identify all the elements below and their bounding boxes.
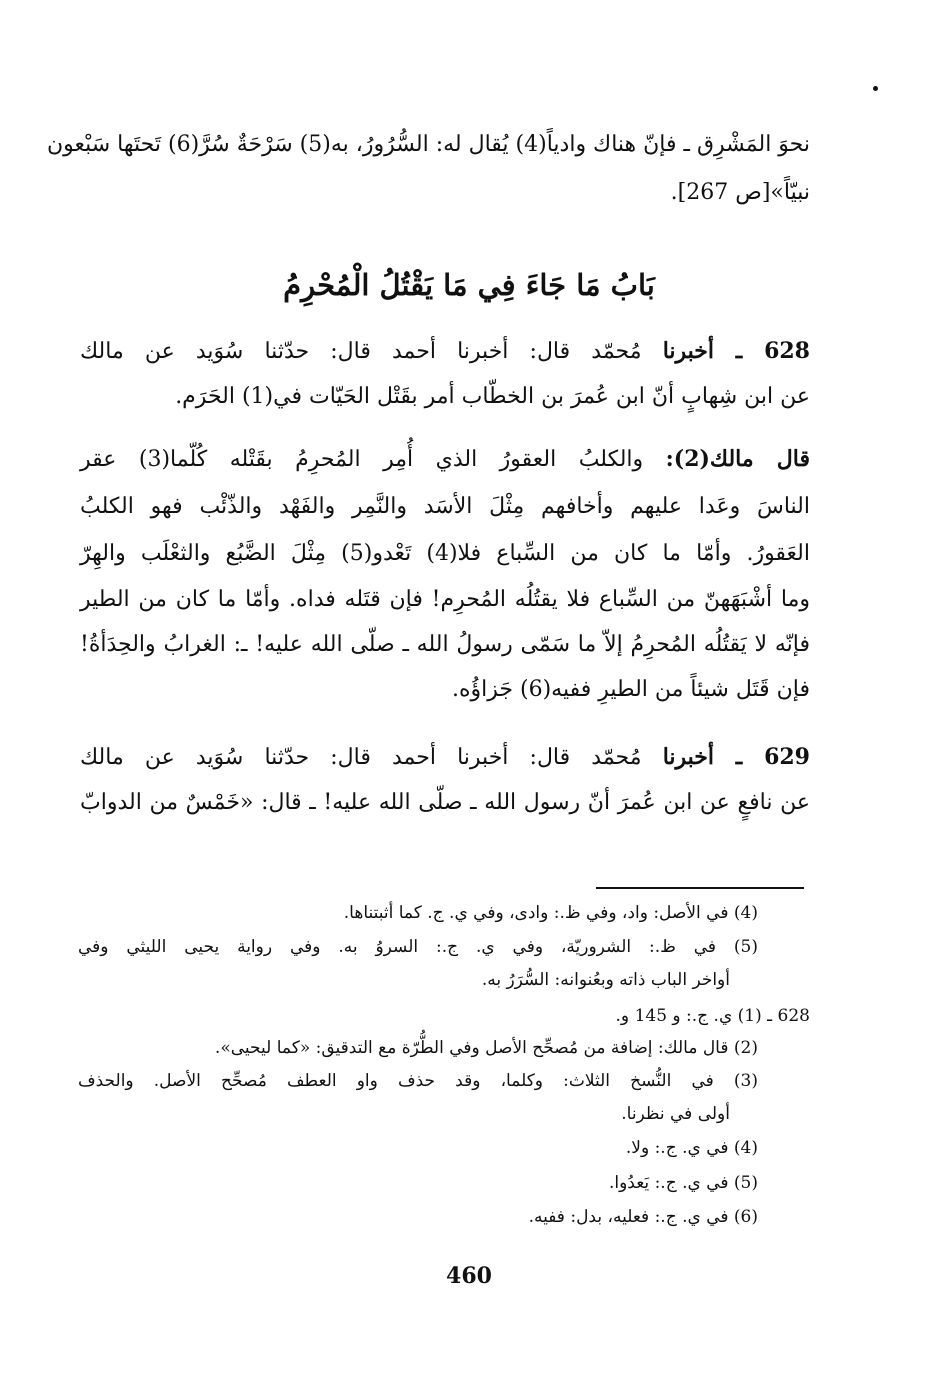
- footnote-628-1: 628 ـ (1) ي. ج.: و 145 و.: [615, 1006, 810, 1026]
- malik-line-1-text: والكلبُ العقورُ الذي أُمِر المُحرِمُ بقَتْله كُلّما(3) عقر: [80, 447, 644, 472]
- footnote-5-line-1: (5) في ظ.: الشروريّة، وفي ي. ج.: السروُ به. وفي رواية يحيى الليثي وفي: [78, 937, 758, 957]
- hadith-629-line-1: [80, 744, 810, 770]
- hadith-628-line-2: عن ابن شِهابٍ أنّ ابن عُمرَ بن الخطّاب أمر بقَتْل الحَيّات في(1) الحَرَم.: [175, 384, 810, 409]
- malik-paragraph-line-1: [80, 446, 810, 472]
- hadith-629-number: 629 ـ أخبرنا: [662, 744, 810, 770]
- hadith-628-number: 628 ـ أخبرنا: [662, 338, 810, 364]
- malik-lead: قال مالك(2):: [665, 446, 810, 472]
- malik-paragraph-line-3: العَقورُ. وأمّا ما كان من السِّباع فلا(4) تَعْدو(5) مِثْلَ الضَّبُع والثعْلَب والهِرّ: [80, 541, 810, 566]
- malik-paragraph-line-4: وما أشْبَهَهنّ من السِّباع فلا يقتُلُه المُحرِم! فإن قتَله فداه. وأمّا ما كان من الطير: [80, 587, 810, 612]
- malik-paragraph-line-5: فإنّه لا يَقتُلُه المُحرِمُ إلاّ ما سَمّى رسولُ الله ـ صلّى الله عليه! ـ: الغرابُ والحِدَأةُ!: [80, 632, 810, 657]
- footnote-6: (6) في ي. ج.: فعليه، بدل: ففيه.: [528, 1207, 758, 1227]
- top-paragraph-line-1: نحوَ المَشْرِق ـ فإنّ هناك وادياً(4) يُقال له: السُّرُورُ، به(5) سَرْحَةٌ سُرَّ(6) تَحتَها سَبْعون: [46, 132, 810, 157]
- footnote-separator: [596, 887, 804, 889]
- hadith-628-line-1-text: مُحمّد قال: أخبرنا أحمد قال: حدّثنا سُوَيد عن مالك: [80, 339, 642, 364]
- hadith-629-line-1-text: مُحمّد قال: أخبرنا أحمد قال: حدّثنا سُوَيد عن مالك: [80, 745, 642, 770]
- top-paragraph-line-2: نبيّاً»[ص 267].: [670, 180, 810, 205]
- chapter-title: بَابُ مَا جَاءَ فِي مَا يَقْتُلُ الْمُحْرِمُ: [283, 268, 655, 302]
- hadith-628-line-1: [80, 338, 810, 364]
- footnote-5b: (5) في ي. ج.: يَعدُوا.: [608, 1173, 758, 1193]
- malik-paragraph-line-2: الناسَ وعَدا عليهم وأخافهم مِثْلَ الأسَد والنَّمِر والفَهْد والذّئْب فهو الكلبُ: [80, 494, 810, 519]
- footnote-4: (4) في الأصل: واد، وفي ظ.: وادى، وفي ي. ج. كما أثبتناها.: [343, 903, 758, 923]
- page-number: 460: [446, 1263, 492, 1289]
- page-mark-dot: [873, 86, 878, 91]
- malik-paragraph-line-6: فإن قَتَل شيئاً من الطيرِ ففيه(6) جَزاؤُه.: [452, 677, 810, 702]
- footnote-3-line-2: أولى في نظرنا.: [621, 1104, 730, 1124]
- footnote-3-line-1: (3) في النُّسخ الثلاث: وكلما، وقد حذف واو العطف مُصحِّح الأصل. والحذف: [78, 1071, 758, 1091]
- hadith-629-line-2: عن نافعٍ عن ابن عُمرَ أنّ رسول الله ـ صلّى الله عليه! ـ قال: «خَمْسٌ من الدوابّ: [80, 790, 810, 815]
- footnote-5-line-2: أواخر الباب ذاته وبعُنوانه: السُّرَرُ به.: [481, 970, 730, 990]
- footnote-2: (2) قال مالك: إضافة من مُصحِّح الأصل وفي الطُّرّة مع التدقيق: «كما ليحيى».: [214, 1038, 758, 1058]
- footnote-4b: (4) في ي. ج.: ولا.: [625, 1138, 758, 1158]
